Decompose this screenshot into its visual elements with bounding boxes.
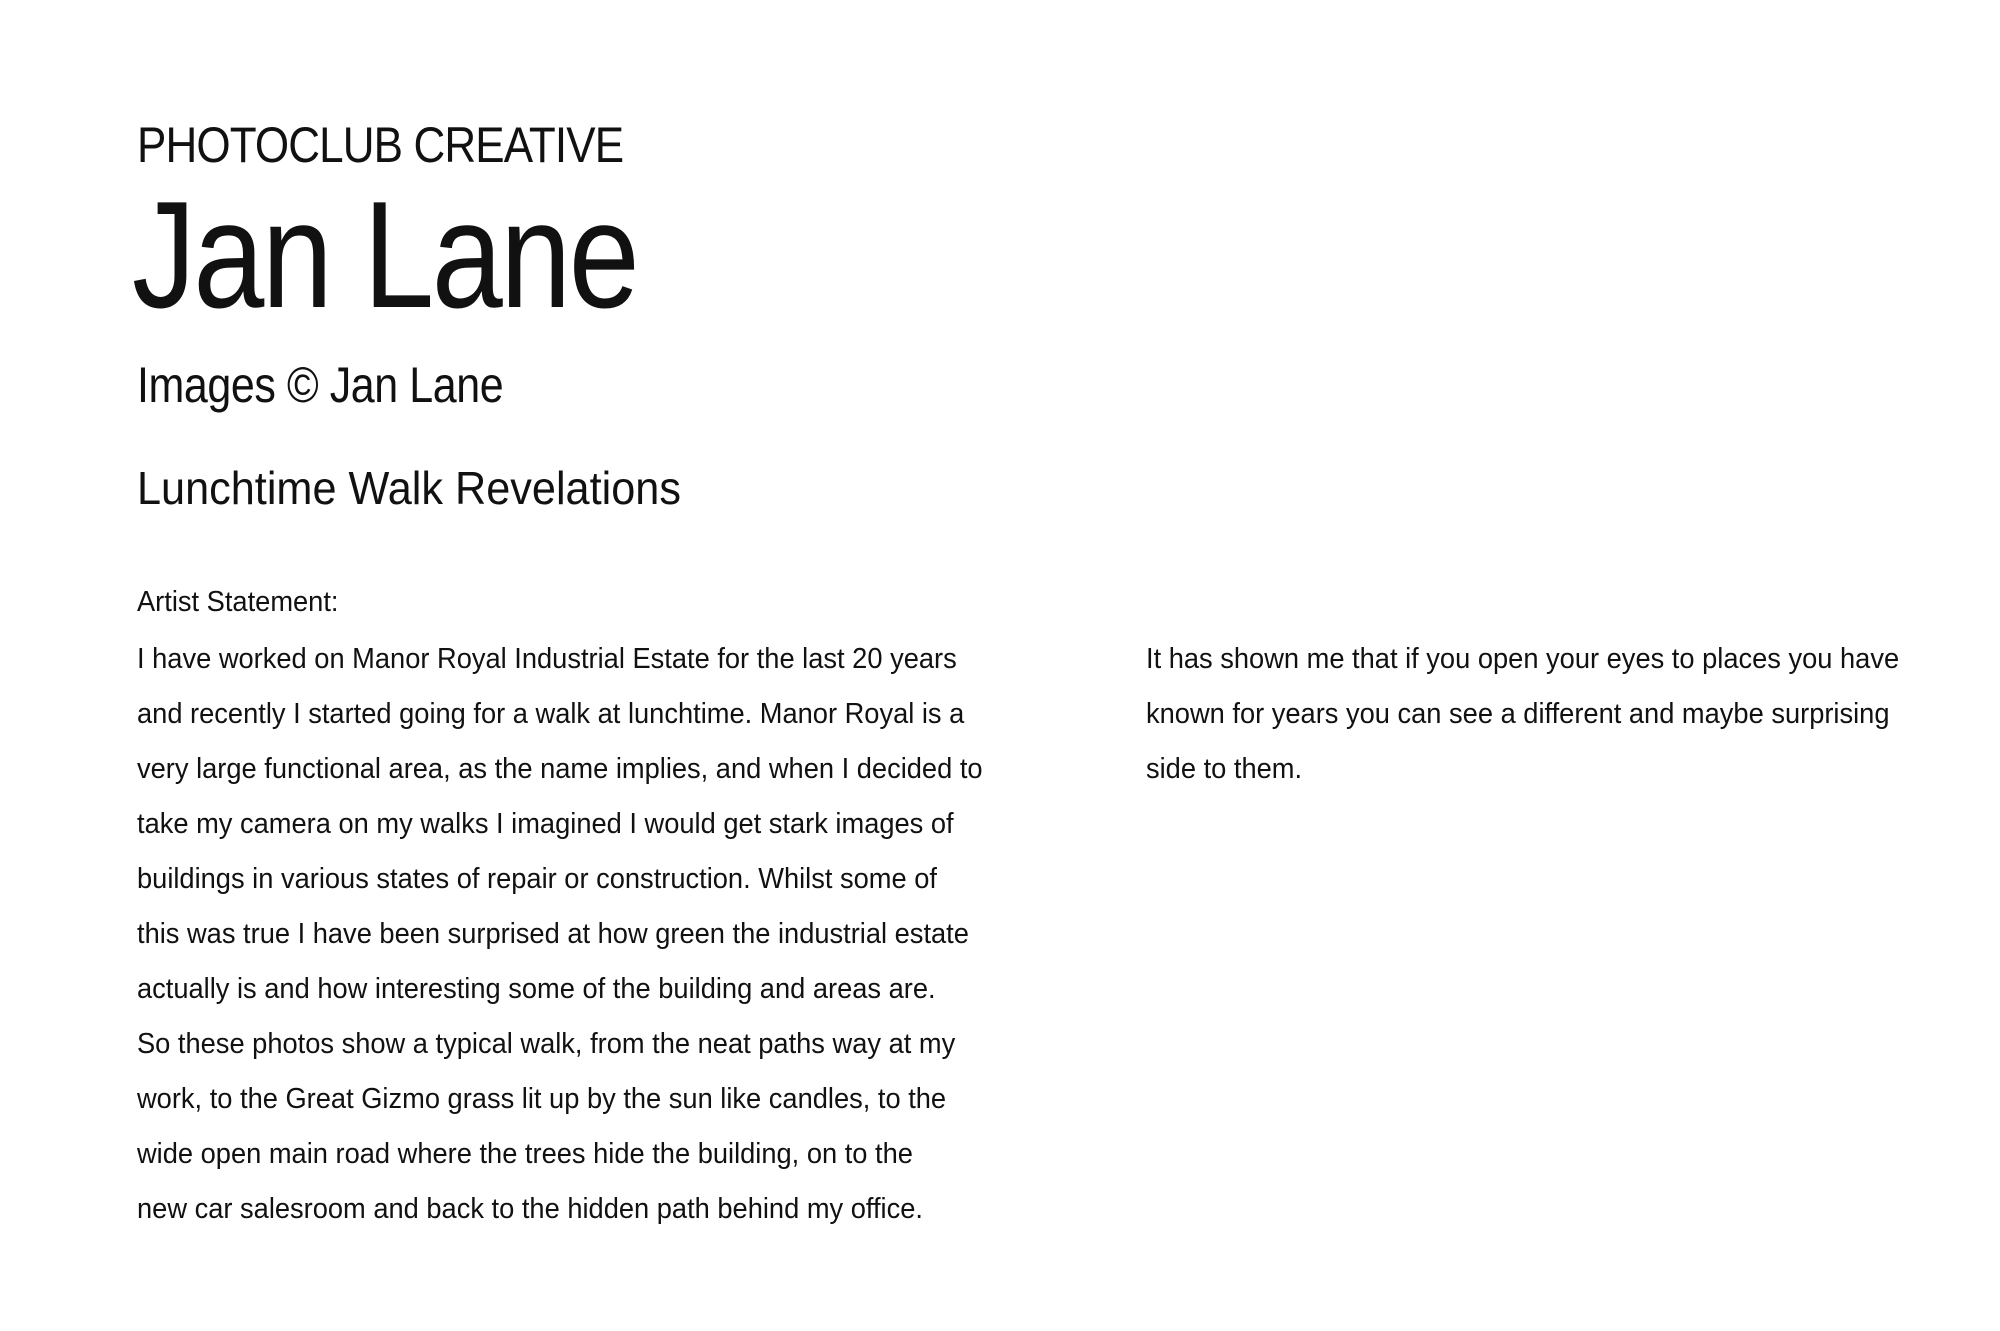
statement-line: It has shown me that if you open your eyes to places you have [1146, 643, 1900, 675]
statement-line: very large functional area, as the name implies, and when I decided to [137, 753, 983, 785]
statement-line: actually is and how interesting some of the building and areas are. [137, 973, 936, 1005]
statement-line: buildings in various states of repair or construction. Whilst some of [137, 863, 937, 895]
statement-line: So these photos show a typical walk, from the neat paths way at my [137, 1028, 956, 1060]
statement-line: wide open main road where the trees hide the building, on to the [137, 1138, 913, 1170]
statement-line: and recently I started going for a walk at lunchtime. Manor Royal is a [137, 698, 965, 730]
statement-line: this was true I have been surprised at how green the industrial estate [137, 918, 969, 950]
statement-line: known for years you can see a different and maybe surprising [1146, 698, 1890, 730]
statement-line: side to them. [1146, 753, 1303, 785]
series-title: Lunchtime Walk Revelations [137, 462, 681, 514]
club-name: PHOTOCLUB CREATIVE [137, 117, 624, 173]
statement-column-left [137, 632, 983, 1237]
image-credit: Images © Jan Lane [137, 357, 504, 413]
statement-line: I have worked on Manor Royal Industrial Estate for the last 20 years [137, 643, 957, 675]
statement-column-right [1146, 632, 1899, 797]
statement-label: Artist Statement: [137, 586, 339, 618]
statement-line: take my camera on my walks I imagined I would get stark images of [137, 808, 954, 840]
statement-line: work, to the Great Gizmo grass lit up by the sun like candles, to the [137, 1083, 947, 1115]
artist-name: Jan Lane [132, 170, 638, 340]
statement-line: new car salesroom and back to the hidden path behind my office. [137, 1193, 923, 1225]
